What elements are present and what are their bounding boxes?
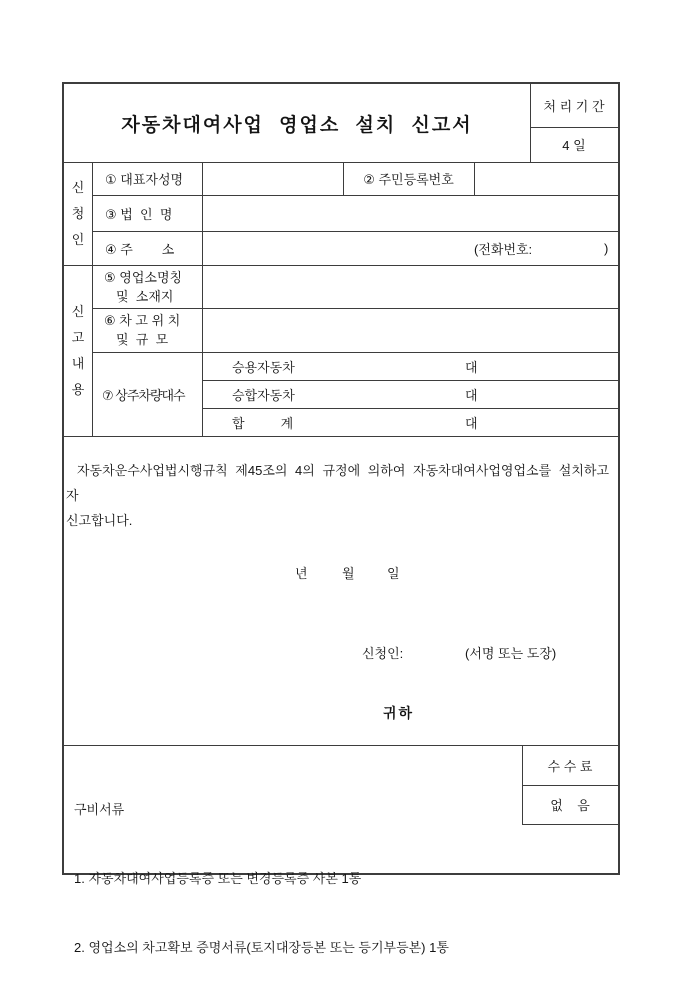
fee-label: 수 수 료 xyxy=(547,758,593,774)
applicant-label-char: 신 xyxy=(71,179,85,195)
declaration-line2: 신고합니다. xyxy=(66,513,133,528)
processing-period-value: 4 일 xyxy=(562,138,586,153)
report-label-char: 내 xyxy=(71,355,85,371)
signature-note: (서명 또는 도장) xyxy=(465,646,557,661)
report-section-label xyxy=(64,265,92,436)
passenger-car-unit: 대 xyxy=(465,359,478,375)
total-label: 합 계 xyxy=(232,415,294,431)
address-label: ④ 주 소 xyxy=(105,241,175,257)
date-day-label: 일 xyxy=(387,566,400,581)
office-name-label-line2: 및 소재지 xyxy=(116,288,174,304)
vehicle-row-van xyxy=(202,380,618,408)
vehicle-count-label: ⑦ 상주차량대수 xyxy=(102,387,185,403)
garage-label xyxy=(92,308,202,352)
passenger-car-count-field xyxy=(282,352,462,380)
garage-label-line2: 및 규 모 xyxy=(116,332,169,347)
date-month-label: 월 xyxy=(342,566,355,581)
corporation-name-label: ③ 법 인 명 xyxy=(105,206,173,222)
signature-label: 신청인: xyxy=(362,646,404,661)
fee-value: 없 음 xyxy=(550,798,590,813)
divider-fee-bottom xyxy=(522,824,618,825)
representative-name-label: ① 대표자성명 xyxy=(105,172,184,187)
report-label-char: 신 xyxy=(71,303,85,319)
van-unit: 대 xyxy=(465,387,478,403)
phone-number-field xyxy=(542,231,600,265)
recipient-label: 귀하 xyxy=(383,705,415,721)
form-title: 자동차대여사업 영업소 설치 신고서 xyxy=(121,114,473,136)
report-label-char: 용 xyxy=(71,381,85,397)
required-documents-title: 구비서류 xyxy=(74,802,125,817)
vehicle-row-passenger xyxy=(202,352,618,380)
required-documents xyxy=(74,752,514,1005)
total-unit: 대 xyxy=(465,415,478,431)
declaration-line1: 자동차운수사업법시행규칙 제45조의 4의 규정에 의하여 자동차대여사업영업소를 설치하고자 xyxy=(66,463,610,503)
applicant-section-label xyxy=(64,162,92,265)
required-document-item: 2. 영업소의 차고확보 증명서류(토지대장등본 또는 등기부등본) 1통 xyxy=(74,940,449,955)
office-name-label-line1: ⑤ 영업소명칭 xyxy=(104,269,183,285)
corporation-name-field xyxy=(202,195,618,231)
declaration-text xyxy=(66,458,618,533)
total-count-field xyxy=(322,408,462,436)
required-document-item: 1. 자동차대여사업등록증 또는 변경등록증 사본 1통 xyxy=(74,871,362,886)
resident-number-field xyxy=(474,162,618,195)
van-label: 승합자동차 xyxy=(232,387,295,403)
passenger-car-label: 승용자동차 xyxy=(232,359,295,375)
resident-number-label: ② 주민등록번호 xyxy=(363,172,454,187)
vehicle-row-total xyxy=(202,408,618,436)
applicant-label-char: 청 xyxy=(71,205,85,221)
garage-label-line1: ⑥ 차 고 위 치 xyxy=(104,313,181,328)
address-field xyxy=(202,231,472,265)
representative-name-field xyxy=(202,162,343,195)
office-name-field xyxy=(202,265,618,308)
van-count-field xyxy=(282,380,462,408)
phone-paren-close: ) xyxy=(604,240,609,256)
report-label-char: 고 xyxy=(71,329,85,345)
phone-number-label: (전화번호: xyxy=(474,241,533,257)
report-form xyxy=(62,82,620,955)
divider-table-bottom xyxy=(64,436,618,437)
applicant-label-char: 인 xyxy=(71,231,85,247)
office-name-label xyxy=(92,265,202,308)
garage-field xyxy=(202,308,618,352)
processing-period-label: 처 리 기 간 xyxy=(543,99,605,114)
date-year-label: 년 xyxy=(295,566,308,581)
signature-field xyxy=(416,641,461,661)
